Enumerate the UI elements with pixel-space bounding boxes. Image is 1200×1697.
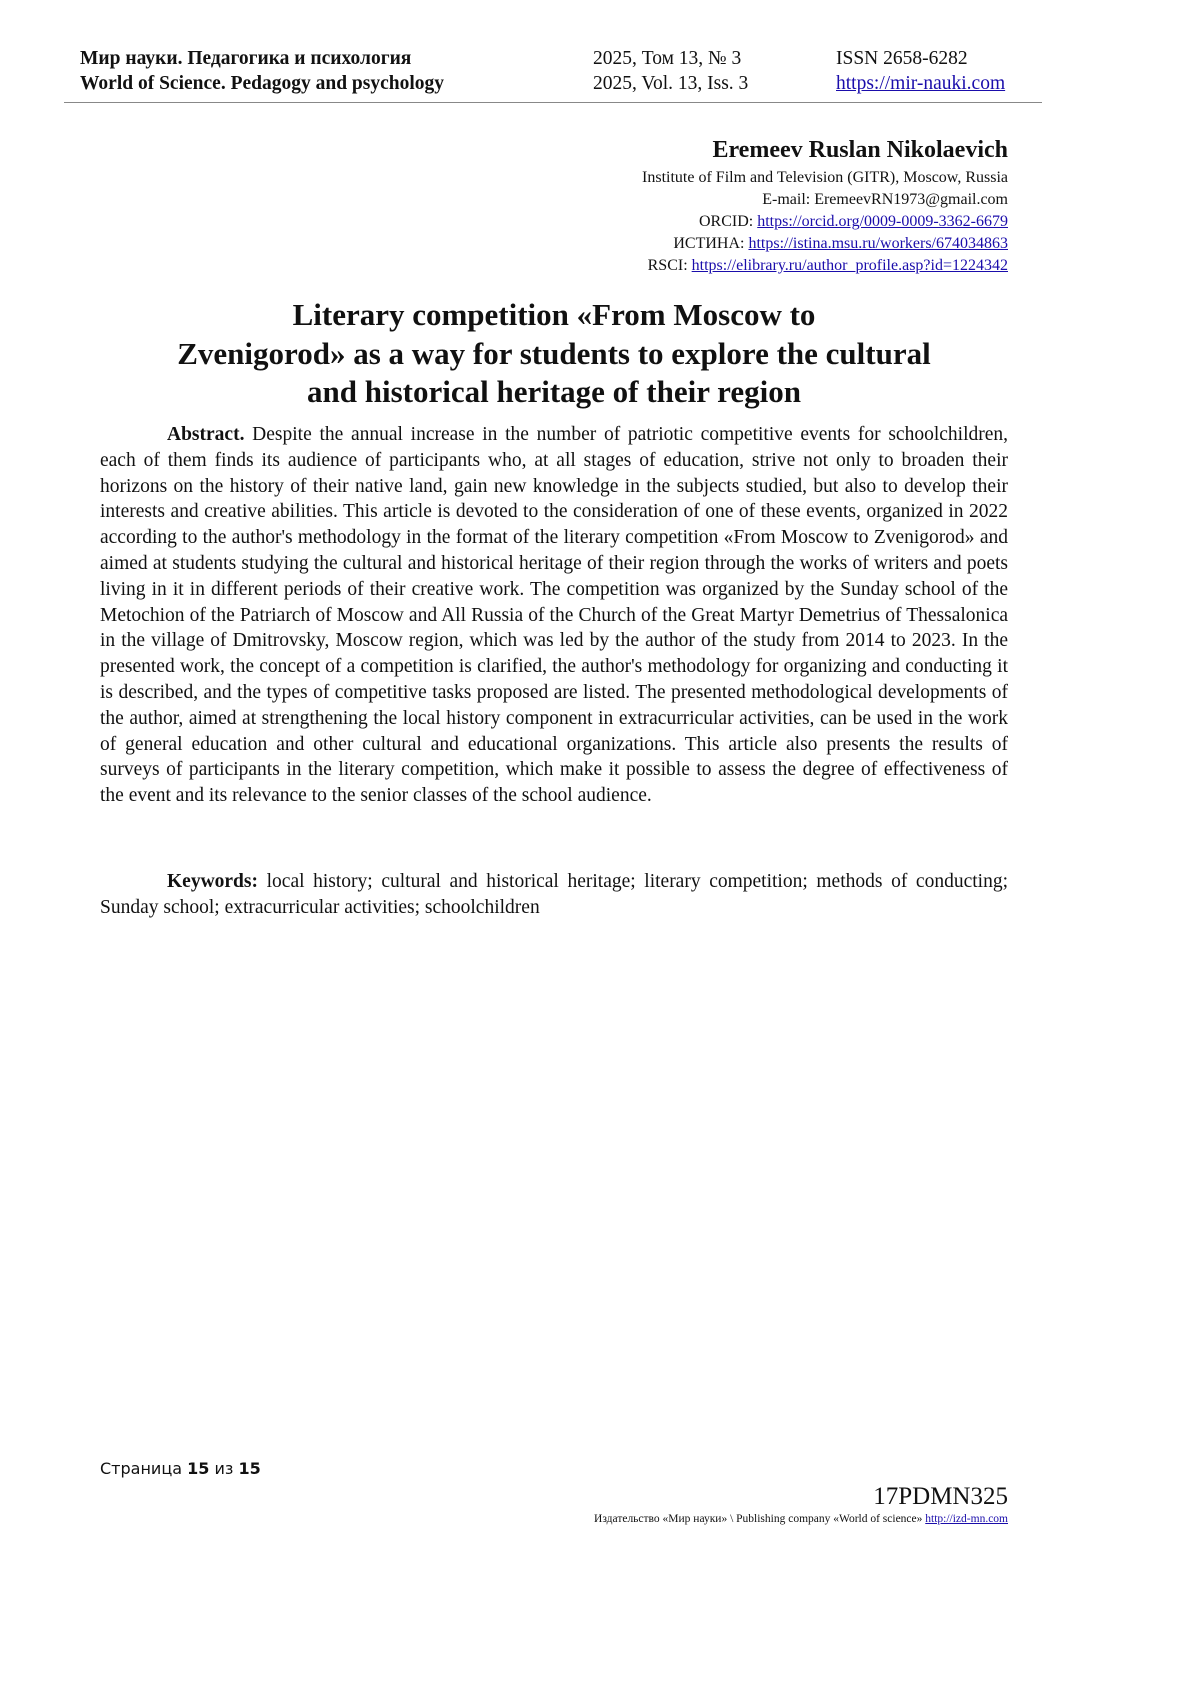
keywords-paragraph	[100, 869, 1008, 921]
journal-title-ru: Мир науки. Педагогика и психология	[80, 48, 412, 69]
issn: ISSN 2658-6282	[836, 48, 968, 69]
keywords-label: Keywords:	[167, 871, 258, 892]
orcid-label: ORCID:	[698, 213, 758, 230]
page-current: 15	[187, 1459, 210, 1478]
issue-info-block	[593, 46, 748, 96]
author-affiliation: Institute of Film and Television (GITR), Moscow, Russia	[642, 169, 1008, 186]
author-orcid	[642, 211, 1008, 233]
rsci-label: RSCI:	[647, 257, 692, 274]
istina-label: ИСТИНА:	[673, 235, 749, 252]
page-number	[100, 1459, 261, 1479]
article-title-line: Literary competition «From Moscow to	[292, 297, 816, 332]
author-istina	[642, 233, 1008, 255]
publisher-link[interactable]: http://izd-mn.com	[925, 1513, 1008, 1525]
article-code: 17PDMN325	[873, 1483, 1008, 1510]
page-total: 15	[238, 1459, 261, 1478]
author-name: Eremeev Ruslan Nikolaevich	[712, 137, 1008, 163]
author-block	[642, 134, 1008, 277]
issue-info-en: 2025, Vol. 13, Iss. 3	[593, 73, 749, 94]
author-rsci	[642, 255, 1008, 277]
journal-title-en: World of Science. Pedagogy and psychology	[80, 73, 445, 94]
issn-block	[836, 46, 1005, 96]
issue-info-ru: 2025, Том 13, № 3	[593, 48, 742, 69]
page-word: Страница	[100, 1459, 183, 1478]
journal-title-block	[80, 46, 444, 96]
article-title-line: Zvenigorod» as a way for students to explore the cultural	[177, 335, 931, 371]
keywords-text: local history; cultural and historical heritage; literary competition; methods of conducting; Sunday school; extracurricular activities; schoolchildren	[100, 871, 1008, 918]
publisher-text: Издательство «Мир науки» \ Publishing company «World of science»	[594, 1513, 926, 1525]
abstract-label: Abstract.	[167, 424, 245, 445]
abstract-paragraph	[100, 422, 1008, 809]
orcid-link[interactable]: https://orcid.org/0009-0009-3362-6679	[757, 213, 1008, 230]
journal-site-link[interactable]: https://mir-nauki.com	[836, 73, 1006, 94]
journal-header	[80, 46, 1028, 104]
article-title-line: and historical heritage of their region	[307, 374, 801, 409]
author-email: E-mail: EremeevRN1973@gmail.com	[762, 191, 1008, 208]
abstract-text: Despite the annual increase in the number of patriotic competitive events for schoolchildren, each of them finds its audience of participants who, at all stages of education, strive not only to broaden their horizons on the history of their native land, gain new knowledge in the subjects studied, but also to develop their interests and creative abilities. This article is devoted to the consideration of one of these events, organized in 2022 according to the author's methodology in the format of the literary competition «From Moscow to Zvenigorod» and aimed at students studying the cultural and historical heritage of their region through the works of writers and poets living in it in different periods of their creative work. The competition was organized by the Sunday school of the Metochion of the Patriarch of Moscow and All Russia of the Church of the Great Martyr Demetrius of Thessalonica in the village of Dmitrovsky, Moscow region, which was led by the author of the study from 2014 to 2023. In the presented work, the concept of a competition is clarified, the author's methodology for organizing and conducting it is described, and the types of competitive tasks proposed are listed. The presented methodological developments of the author, aimed at strengthening the local history component in extracurricular activities, can be used in the work of general education and other cultural and educational organizations. This article also presents the results of surveys of participants in the literary competition, which make it possible to assess the degree of effectiveness of the event and its relevance to the senior classes of the school audience.	[100, 424, 1009, 807]
rsci-link[interactable]: https://elibrary.ru/author_profile.asp?id=1224342	[691, 257, 1008, 274]
header-divider	[64, 102, 1042, 103]
istina-link[interactable]: https://istina.msu.ru/workers/674034863	[748, 235, 1008, 252]
publisher-line	[594, 1512, 1008, 1526]
page-of: из	[214, 1459, 234, 1478]
article-title	[100, 296, 1008, 412]
